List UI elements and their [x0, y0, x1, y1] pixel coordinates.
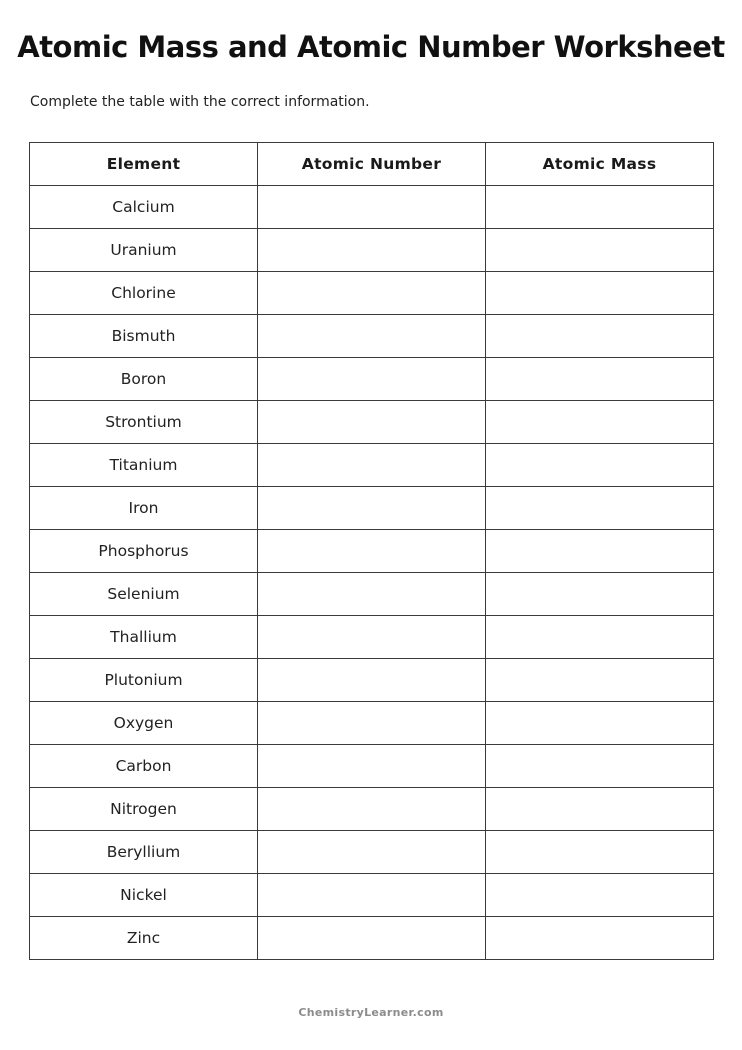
- atomic-mass-cell[interactable]: [486, 788, 714, 831]
- element-cell: Nickel: [30, 874, 258, 917]
- element-cell: Carbon: [30, 745, 258, 788]
- table-row: [30, 917, 714, 960]
- table-header-row: [30, 143, 714, 186]
- atomic-mass-cell[interactable]: [486, 917, 714, 960]
- atomic-number-cell[interactable]: [258, 745, 486, 788]
- element-cell: Iron: [30, 487, 258, 530]
- atomic-number-cell[interactable]: [258, 530, 486, 573]
- table-row: [30, 358, 714, 401]
- table-row: [30, 616, 714, 659]
- atomic-number-cell[interactable]: [258, 358, 486, 401]
- element-cell: Boron: [30, 358, 258, 401]
- atomic-mass-cell[interactable]: [486, 659, 714, 702]
- table-row: [30, 874, 714, 917]
- atomic-mass-cell[interactable]: [486, 530, 714, 573]
- atomic-number-cell[interactable]: [258, 444, 486, 487]
- atomic-number-cell[interactable]: [258, 186, 486, 229]
- table-row: [30, 788, 714, 831]
- element-cell: Plutonium: [30, 659, 258, 702]
- table-row: [30, 487, 714, 530]
- page-title: Atomic Mass and Atomic Number Worksheet: [17, 30, 725, 64]
- table-row: [30, 530, 714, 573]
- atomic-number-cell[interactable]: [258, 874, 486, 917]
- atomic-mass-cell[interactable]: [486, 401, 714, 444]
- atomic-number-cell[interactable]: [258, 702, 486, 745]
- atomic-number-cell[interactable]: [258, 573, 486, 616]
- table-row: [30, 702, 714, 745]
- atomic-number-cell[interactable]: [258, 616, 486, 659]
- atomic-mass-cell[interactable]: [486, 487, 714, 530]
- atomic-number-cell[interactable]: [258, 401, 486, 444]
- worksheet-table: [29, 142, 714, 960]
- atomic-mass-cell[interactable]: [486, 831, 714, 874]
- atomic-number-cell[interactable]: [258, 272, 486, 315]
- table-row: [30, 401, 714, 444]
- element-cell: Phosphorus: [30, 530, 258, 573]
- element-cell: Thallium: [30, 616, 258, 659]
- atomic-number-cell[interactable]: [258, 315, 486, 358]
- atomic-number-cell[interactable]: [258, 831, 486, 874]
- element-cell: Uranium: [30, 229, 258, 272]
- footer-source: ChemistryLearner.com: [298, 1006, 444, 1019]
- atomic-number-cell[interactable]: [258, 229, 486, 272]
- element-cell: Beryllium: [30, 831, 258, 874]
- atomic-mass-cell[interactable]: [486, 745, 714, 788]
- atomic-mass-cell[interactable]: [486, 616, 714, 659]
- atomic-number-cell[interactable]: [258, 788, 486, 831]
- atomic-mass-cell[interactable]: [486, 315, 714, 358]
- table-body: [30, 186, 714, 960]
- table-row: [30, 831, 714, 874]
- element-cell: Calcium: [30, 186, 258, 229]
- element-cell: Zinc: [30, 917, 258, 960]
- atomic-mass-cell[interactable]: [486, 874, 714, 917]
- atomic-mass-cell[interactable]: [486, 272, 714, 315]
- element-cell: Strontium: [30, 401, 258, 444]
- atomic-mass-cell[interactable]: [486, 702, 714, 745]
- atomic-number-cell[interactable]: [258, 659, 486, 702]
- atomic-mass-cell[interactable]: [486, 229, 714, 272]
- table-row: [30, 229, 714, 272]
- table-row: [30, 573, 714, 616]
- element-cell: Selenium: [30, 573, 258, 616]
- element-cell: Titanium: [30, 444, 258, 487]
- atomic-mass-cell[interactable]: [486, 358, 714, 401]
- table-row: [30, 272, 714, 315]
- table-row: [30, 186, 714, 229]
- element-cell: Nitrogen: [30, 788, 258, 831]
- element-cell: Bismuth: [30, 315, 258, 358]
- element-cell: Oxygen: [30, 702, 258, 745]
- column-header-atomic-number: Atomic Number: [258, 143, 486, 186]
- column-header-atomic-mass: Atomic Mass: [486, 143, 714, 186]
- atomic-number-cell[interactable]: [258, 487, 486, 530]
- column-header-element: Element: [30, 143, 258, 186]
- atomic-mass-cell[interactable]: [486, 186, 714, 229]
- table-row: [30, 315, 714, 358]
- atomic-number-cell[interactable]: [258, 917, 486, 960]
- table-row: [30, 745, 714, 788]
- atomic-mass-cell[interactable]: [486, 573, 714, 616]
- instructions-text: Complete the table with the correct information.: [30, 94, 370, 110]
- table-row: [30, 444, 714, 487]
- atomic-mass-cell[interactable]: [486, 444, 714, 487]
- element-cell: Chlorine: [30, 272, 258, 315]
- table-row: [30, 659, 714, 702]
